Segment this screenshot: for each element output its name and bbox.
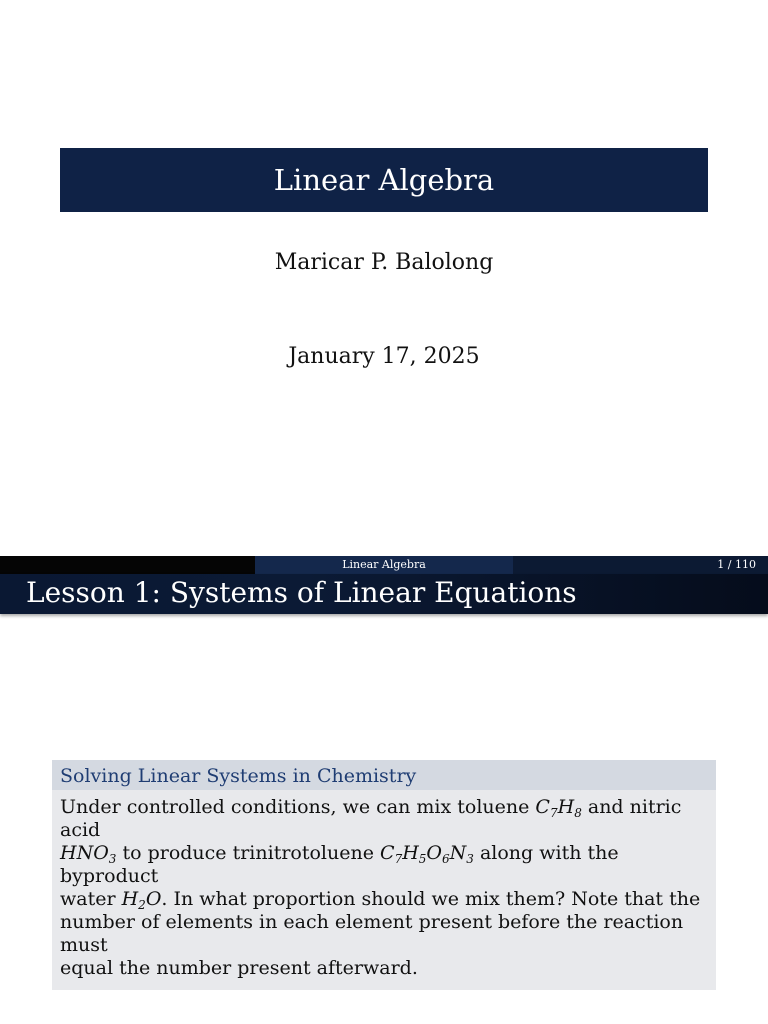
footer-title: Linear Algebra	[255, 556, 513, 574]
footer-bar	[0, 556, 768, 574]
body-text-6: . In what proportion should we mix them? Note that the	[161, 888, 701, 910]
footer-left-segment	[0, 556, 255, 574]
slide-title: Linear Algebra	[273, 163, 495, 197]
formula-tnt: $C_7H_5O_6N_3$	[380, 842, 474, 866]
formula-water: $H_2O$	[121, 888, 162, 912]
author-name: Maricar P. Balolong	[274, 250, 494, 275]
body-text-4: along with the byproduct	[60, 842, 619, 887]
block-title: Solving Linear Systems in Chemistry	[52, 760, 716, 790]
lesson-header: Lesson 1: Systems of Linear Equations	[0, 574, 768, 614]
body-text-1: Under controlled conditions, we can mix toluene	[60, 796, 536, 818]
body-text-2: and nitric acid	[60, 796, 682, 841]
body-text-3: to produce trinitrotoluene	[116, 842, 381, 864]
body-text-8: equal the number present afterward.	[60, 957, 418, 979]
presentation-date: January 17, 2025	[288, 344, 480, 369]
body-text-5: water	[60, 888, 122, 910]
block-body	[52, 790, 716, 990]
page-indicator: 1 / 110	[513, 556, 768, 574]
formula-toluene: $C_7H_8$	[535, 796, 582, 820]
example-block	[52, 760, 716, 990]
body-text-7: number of elements in each element present before the reaction must	[60, 911, 684, 956]
title-banner	[60, 148, 708, 212]
formula-nitric-acid: $HNO_3$	[60, 842, 117, 866]
